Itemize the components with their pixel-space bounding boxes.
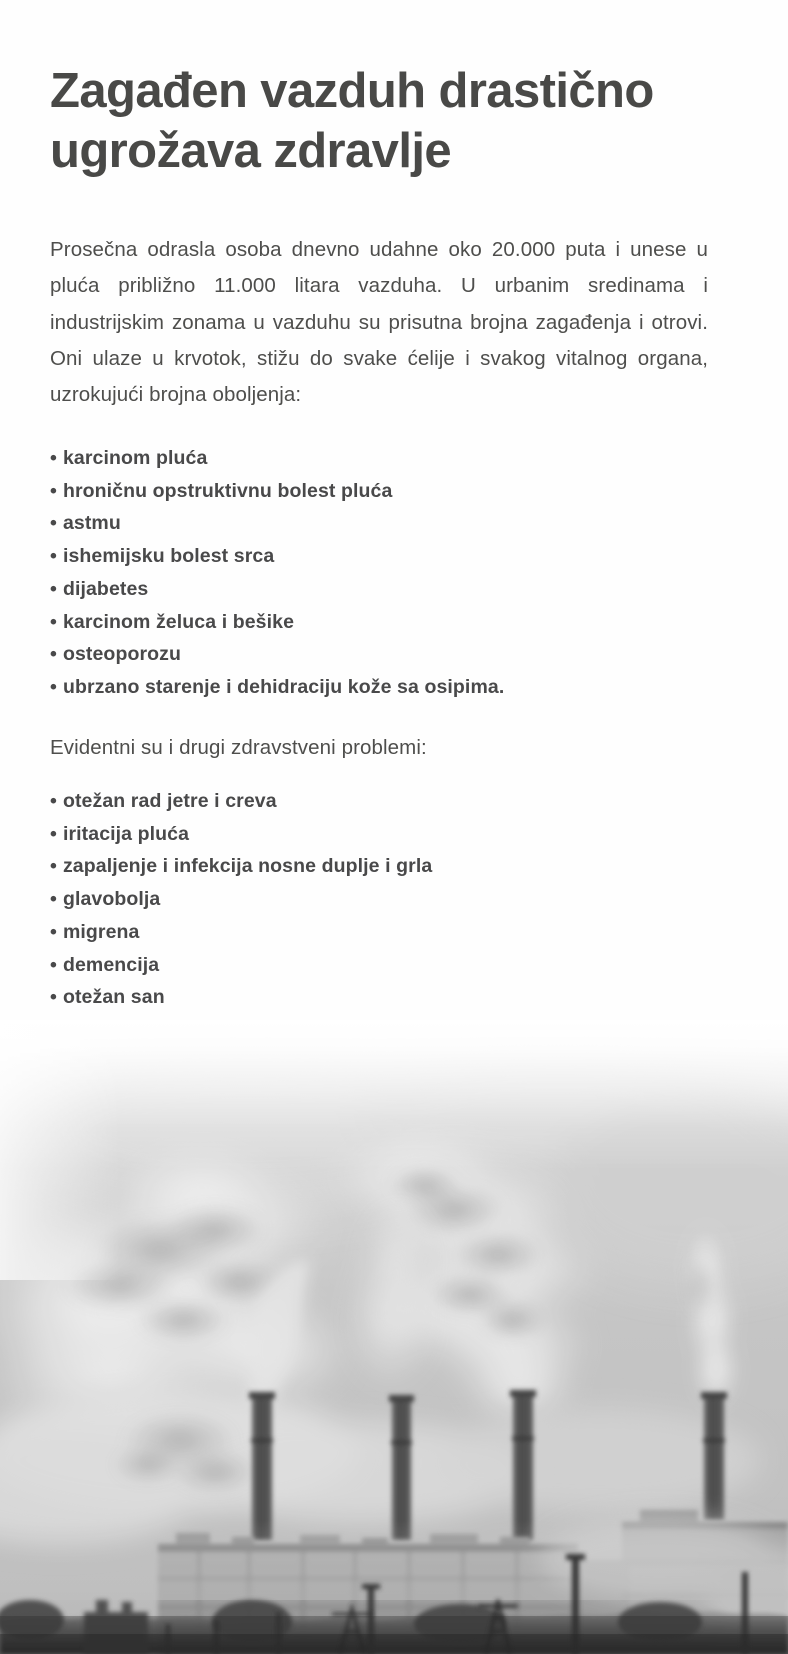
bullet-icon: • <box>50 446 57 469</box>
list-item-label: osteoporozu <box>62 643 182 666</box>
list-item-label: migrena <box>62 920 140 943</box>
list-item <box>50 507 710 540</box>
list-item <box>50 916 710 949</box>
list-item <box>50 818 710 851</box>
list-item-label: otežan san <box>62 986 165 1009</box>
list-item-label: glavobolja <box>62 888 161 910</box>
list-item-label: astmu <box>62 512 121 535</box>
list-item <box>50 883 710 916</box>
list-item-label: karcinom pluća <box>62 446 208 469</box>
list-item <box>50 638 710 671</box>
list-item <box>50 850 710 883</box>
list-item-label: zapaljenje i infekcija nosne duplje i grla <box>62 855 433 878</box>
list-item-label: iritacija pluća <box>62 822 190 845</box>
bullet-icon: • <box>50 920 57 943</box>
list-item-label: hroničnu opstruktivnu bolest pluća <box>62 479 393 502</box>
list-item <box>50 981 710 1014</box>
bullet-icon: • <box>50 822 57 845</box>
intro-paragraph: Prosečna odrasla osoba dnevno udahne oko 20.000 puta i unese u pluća približno 11.000 litara vazduha. U urbanim sredinama i industrijskim zonama u vazduhu su prisutna brojna zagađenja i otrovi. Oni ulaze u krvotok, stižu do svake ćelije i svakog vitalnog organa, uzrokujući brojna oboljenja: <box>50 237 708 407</box>
list-item <box>50 671 710 704</box>
bullet-icon: • <box>50 789 57 812</box>
list-item-label: dijabetes <box>62 577 149 600</box>
bullet-icon: • <box>50 545 57 568</box>
bullet-icon: • <box>50 676 57 699</box>
list-item-label: ishemijsku bolest srca <box>62 545 275 568</box>
photo-artwork <box>0 1020 788 1654</box>
bullet-icon: • <box>50 512 57 535</box>
list-item <box>50 442 710 475</box>
bullet-icon: • <box>50 888 57 910</box>
list-item-label: karcinom želuca i bešike <box>62 610 295 633</box>
problems-list <box>50 765 710 1014</box>
list-item-label: otežan rad jetre i creva <box>62 789 277 812</box>
bullet-icon: • <box>50 855 57 878</box>
list-item <box>50 785 710 818</box>
mid-paragraph: Evidentni su i drugi zdravstveni problemi: <box>50 735 427 759</box>
bullet-icon: • <box>50 953 57 976</box>
list-item-label: ubrzano starenje i dehidraciju kože sa osipima. <box>62 676 505 699</box>
list-item-label: demencija <box>62 953 160 976</box>
list-item <box>50 475 710 508</box>
list-item <box>50 540 710 573</box>
list-item <box>50 949 710 982</box>
bullet-icon: • <box>50 643 57 666</box>
bullet-icon: • <box>50 577 57 600</box>
bullet-icon: • <box>50 479 57 502</box>
text-content <box>50 0 710 1014</box>
list-item <box>50 573 710 606</box>
bullet-icon: • <box>50 986 57 1009</box>
page-title: Zagađen vazduh drastično ugrožava zdravlje <box>50 64 654 178</box>
diseases-list <box>50 414 710 704</box>
list-item <box>50 606 710 639</box>
industrial-smokestacks-photo <box>0 1020 788 1654</box>
bullet-icon: • <box>50 610 57 633</box>
